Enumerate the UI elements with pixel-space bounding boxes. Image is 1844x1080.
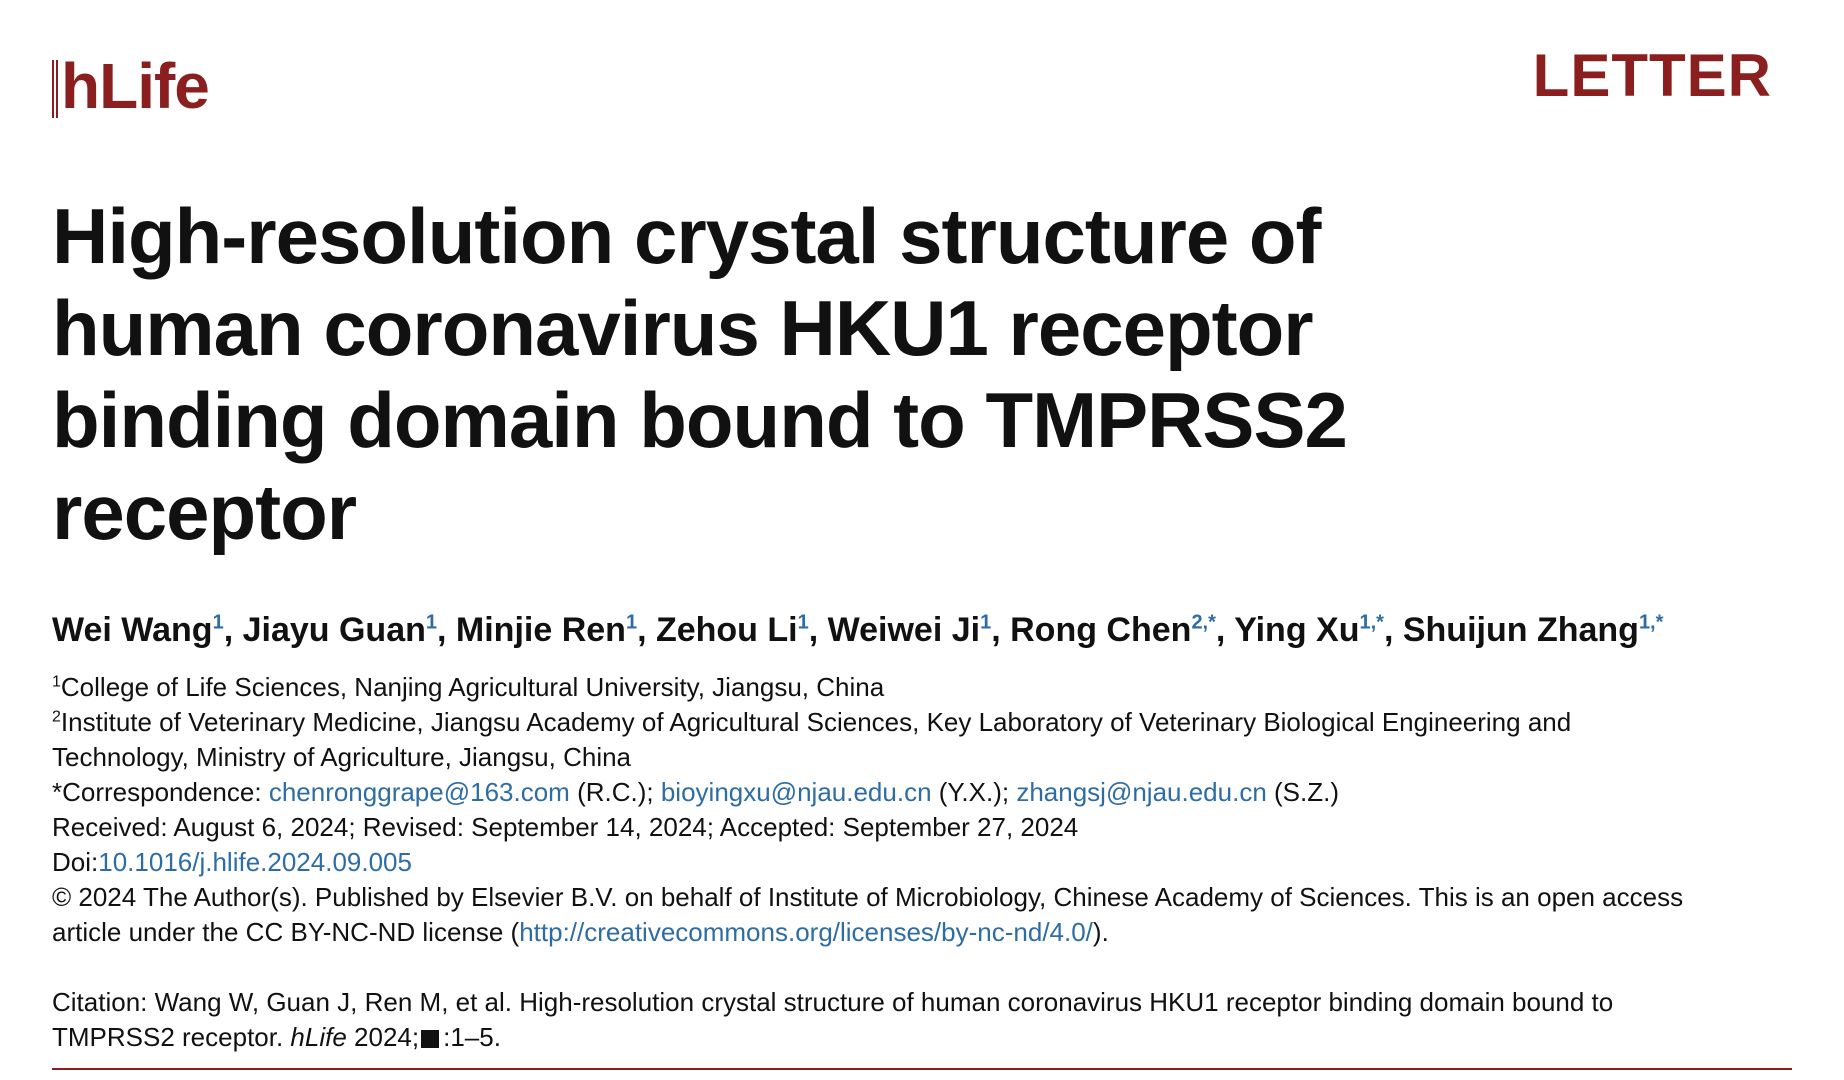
placeholder-square-icon xyxy=(421,1030,439,1048)
article-title xyxy=(52,190,1452,558)
bottom-divider xyxy=(52,1068,1792,1070)
email-link[interactable]: chenronggrape@163.com xyxy=(268,777,570,807)
affiliation-continued: Technology, Ministry of Agriculture, Jiangsu, China xyxy=(52,742,632,772)
title-line: human coronavirus HKU1 receptor xyxy=(52,284,1313,372)
license-link[interactable]: http://creativecommons.org/licenses/by-nc-nd/4.0/ xyxy=(519,917,1093,947)
article-type: LETTER xyxy=(1532,42,1772,109)
citation-line: Citation: Wang W, Guan J, Ren M, et al. High-resolution crystal structure of human coronavirus HKU1 receptor binding domain bound to xyxy=(52,987,1614,1017)
title-line: binding domain bound to TMPRSS2 xyxy=(52,376,1347,464)
author-name: Weiwei Ji xyxy=(827,611,981,649)
correspondence: *Correspondence: chenronggrape@163.com (R.C.); bioyingxu@njau.edu.cn (Y.X.); zhangsj@njau.edu.cn (S.Z.) xyxy=(52,777,1339,807)
author-affiliation-mark[interactable]: 1 xyxy=(980,611,992,634)
title-line: High-resolution crystal structure of xyxy=(52,192,1321,280)
license-line: article under the CC BY-NC-ND license (http://creativecommons.org/licenses/by-nc-nd/4.0/). xyxy=(52,917,1109,947)
doi-link[interactable]: 10.1016/j.hlife.2024.09.005 xyxy=(98,847,412,877)
author-name: Ying Xu xyxy=(1234,611,1360,649)
citation-line: TMPRSS2 receptor. hLife 2024; :1–5. xyxy=(52,1022,501,1052)
author-name: Minjie Ren xyxy=(455,611,626,649)
email-link[interactable]: bioyingxu@njau.edu.cn xyxy=(660,777,932,807)
author-affiliation-mark[interactable]: 1,* xyxy=(1638,611,1664,634)
affiliation: $^1$College of Life Sciences, Nanjing Agricultural University, Jiangsu, China xyxy=(52,672,885,702)
author-affiliation-mark[interactable]: 2,* xyxy=(1191,611,1216,634)
title-line: receptor xyxy=(52,468,357,556)
author-affiliation-mark[interactable]: 1 xyxy=(797,611,809,634)
logo-bars-icon xyxy=(52,60,58,118)
author-name: Wei Wang xyxy=(52,611,213,649)
author-name: Zehou Li xyxy=(655,611,798,649)
author-affiliation-mark[interactable]: 1 xyxy=(625,611,638,634)
author-name: Jiayu Guan xyxy=(242,611,426,649)
author-name: Shuijun Zhang xyxy=(1402,611,1639,649)
author-list: Wei Wang$^1$, Jiayu Guan$^1$, Minjie Ren$^1$, Zehou Li$^1$, Weiwei Ji$^1$, Rong Chen$^{2,*}$, Ying $Xu^{1,*}$, Shuijun Zhang$^{1,*}$ xyxy=(52,611,1664,649)
copyright-line: © 2024 The Author(s). Published by Elsevier B.V. on behalf of Institute of Microbiology, Chinese Academy of Sciences. This is an open access xyxy=(52,882,1684,912)
history-dates: Received: August 6, 2024; Revised: September 14, 2024; Accepted: September 27, 2024 xyxy=(52,812,1079,842)
doi: Doi:10.1016/j.hlife.2024.09.005 xyxy=(52,847,412,877)
author-affiliation-mark[interactable]: 1,* xyxy=(1359,611,1384,634)
article-metadata xyxy=(52,670,1812,950)
email-link[interactable]: zhangsj@njau.edu.cn xyxy=(1016,777,1267,807)
citation xyxy=(52,985,1812,1055)
citation-journal: hLife xyxy=(290,1022,347,1052)
author-affiliation-mark[interactable]: 1 xyxy=(212,611,224,634)
author-affiliation-mark[interactable]: 1 xyxy=(425,611,437,634)
author-name: Rong Chen xyxy=(1010,611,1192,649)
journal-name: hLife xyxy=(61,50,209,122)
affiliation: $^2$Institute of Veterinary Medicine, Jiangsu Academy of Agricultural Sciences, Key Laboratory of Veterinary Biological Engineering and xyxy=(52,707,1572,737)
journal-logo xyxy=(52,48,209,122)
